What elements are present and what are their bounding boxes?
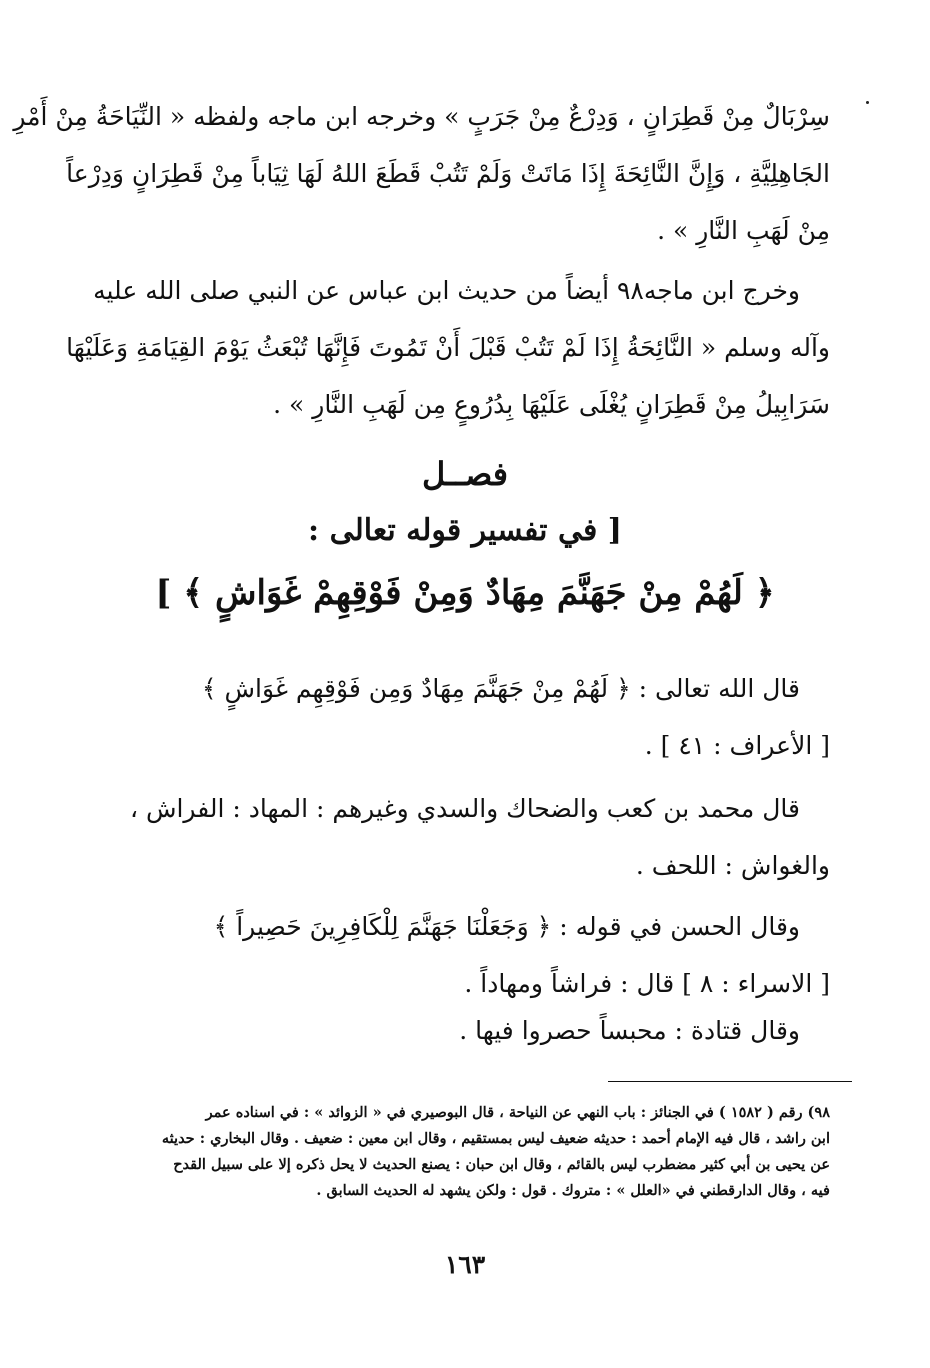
paragraph-2-line: وخرج ابن ماجه٩٨ أيضاً من حديث ابن عباس عن النبي صلى الله عليه [93,276,800,305]
paragraph-1-line: مِنْ لَهَبِ النَّارِ » . [657,216,830,245]
footnote-line: ٩٨) رقم ( ١٥٨٢ ) في الجنائز : باب النهي عن النياحة ، قال البوصيري في « الزوائد » : في اسناده عمر [205,1104,830,1121]
paragraph-3-line: [ الأعراف : ٤١ ] . [644,731,830,760]
footnote-line: ابن راشد ، قال فيه الإمام أحمد : حديثه ضعيف ليس بمستقيم ، وقال ابن معين : ضعيف . وقال البخاري : حديثه [161,1130,830,1147]
paragraph-4-line: قال محمد بن كعب والضحاك والسدي وغيرهم : المهاد : الفراش ، [129,794,800,823]
paragraph-3 [100,660,830,774]
paragraph-2-line: سَرَابِيلُ مِنْ قَطِرَانٍ يُغْلَى عَلَيْهَا بِدُرُوعٍ مِن لَهَبِ النَّارِ » . [273,390,830,419]
footnote-line: عن يحيى بن أبي كثير مضطرب ليس بالقائم ، وقال ابن حبان : يصنع الحديث لا يحل ذكره إلا على سبيل القدح [173,1156,830,1173]
paragraph-1-line: الجَاهِلِيَّةِ ، وَإِنَّ النَّائِحَةَ إِذَا مَاتَتْ وَلَمْ تَتُبْ قَطَعَ اللهُ لَهَا ثِيَاباً مِنْ قَطِرَانٍ وَدِرْعاً [66,159,830,188]
paragraph-2 [66,262,830,433]
paragraph-1 [13,88,830,259]
paragraph-5 [100,898,830,1012]
section-subtitle: [ في تفسير قوله تعالى : [308,513,622,548]
paragraph-5-line: وقال الحسن في قوله : ﴿ وَجَعَلْنَا جَهَنَّمَ لِلْكَافِرِينَ حَصِيراً ﴾ [213,912,800,941]
paragraph-5-line: [ الاسراء : ٨ ] قال : فراشاً ومهاداً . [464,969,830,998]
paragraph-1-line: سِرْبَالٌ مِنْ قَطِرَانٍ ، وَدِرْعٌ مِنْ جَرَبٍ » وخرجه ابن ماجه ولفظه « النِّيَاحَةُ مِنْ أَمْرِ [13,102,830,131]
section-verse-title: ﴿ لَهُمْ مِنْ جَهَنَّمَ مِهَادٌ وَمِنْ فَوْقِهِمْ غَوَاشٍ ﴾ ] [155,573,775,613]
paragraph-6-line: وقال قتادة : محبساً حصروا فيها . [459,1016,800,1045]
footnote-divider [608,1081,852,1082]
footnote [100,1100,830,1204]
footnote-line: فيه ، وقال الدارقطني في «العلل » : متروك . قول : ولكن يشهد له الحديث السابق . [316,1182,830,1199]
paragraph-2-line: وآله وسلم « النَّائِحَةُ إِذَا لَمْ تَتُبْ قَبْلَ أَنْ تَمُوتَ فَإِنَّهَا تُبْعَثُ يَوْمَ القِيَامَةِ وَعَلَيْهَا [66,333,830,362]
paragraph-4-line: والغواش : اللحف . [635,851,830,880]
section-heading: فصــل [421,455,509,493]
paragraph-6 [100,1002,830,1059]
paragraph-3-line: قال الله تعالى : ﴿ لَهُمْ مِنْ جَهَنَّمَ مِهَادٌ وَمِن فَوْقِهِم غَوَاشٍ ﴾ [201,674,800,703]
page-number: ١٦٣ [444,1250,486,1279]
scan-speck [866,101,869,104]
paragraph-4 [100,780,830,894]
